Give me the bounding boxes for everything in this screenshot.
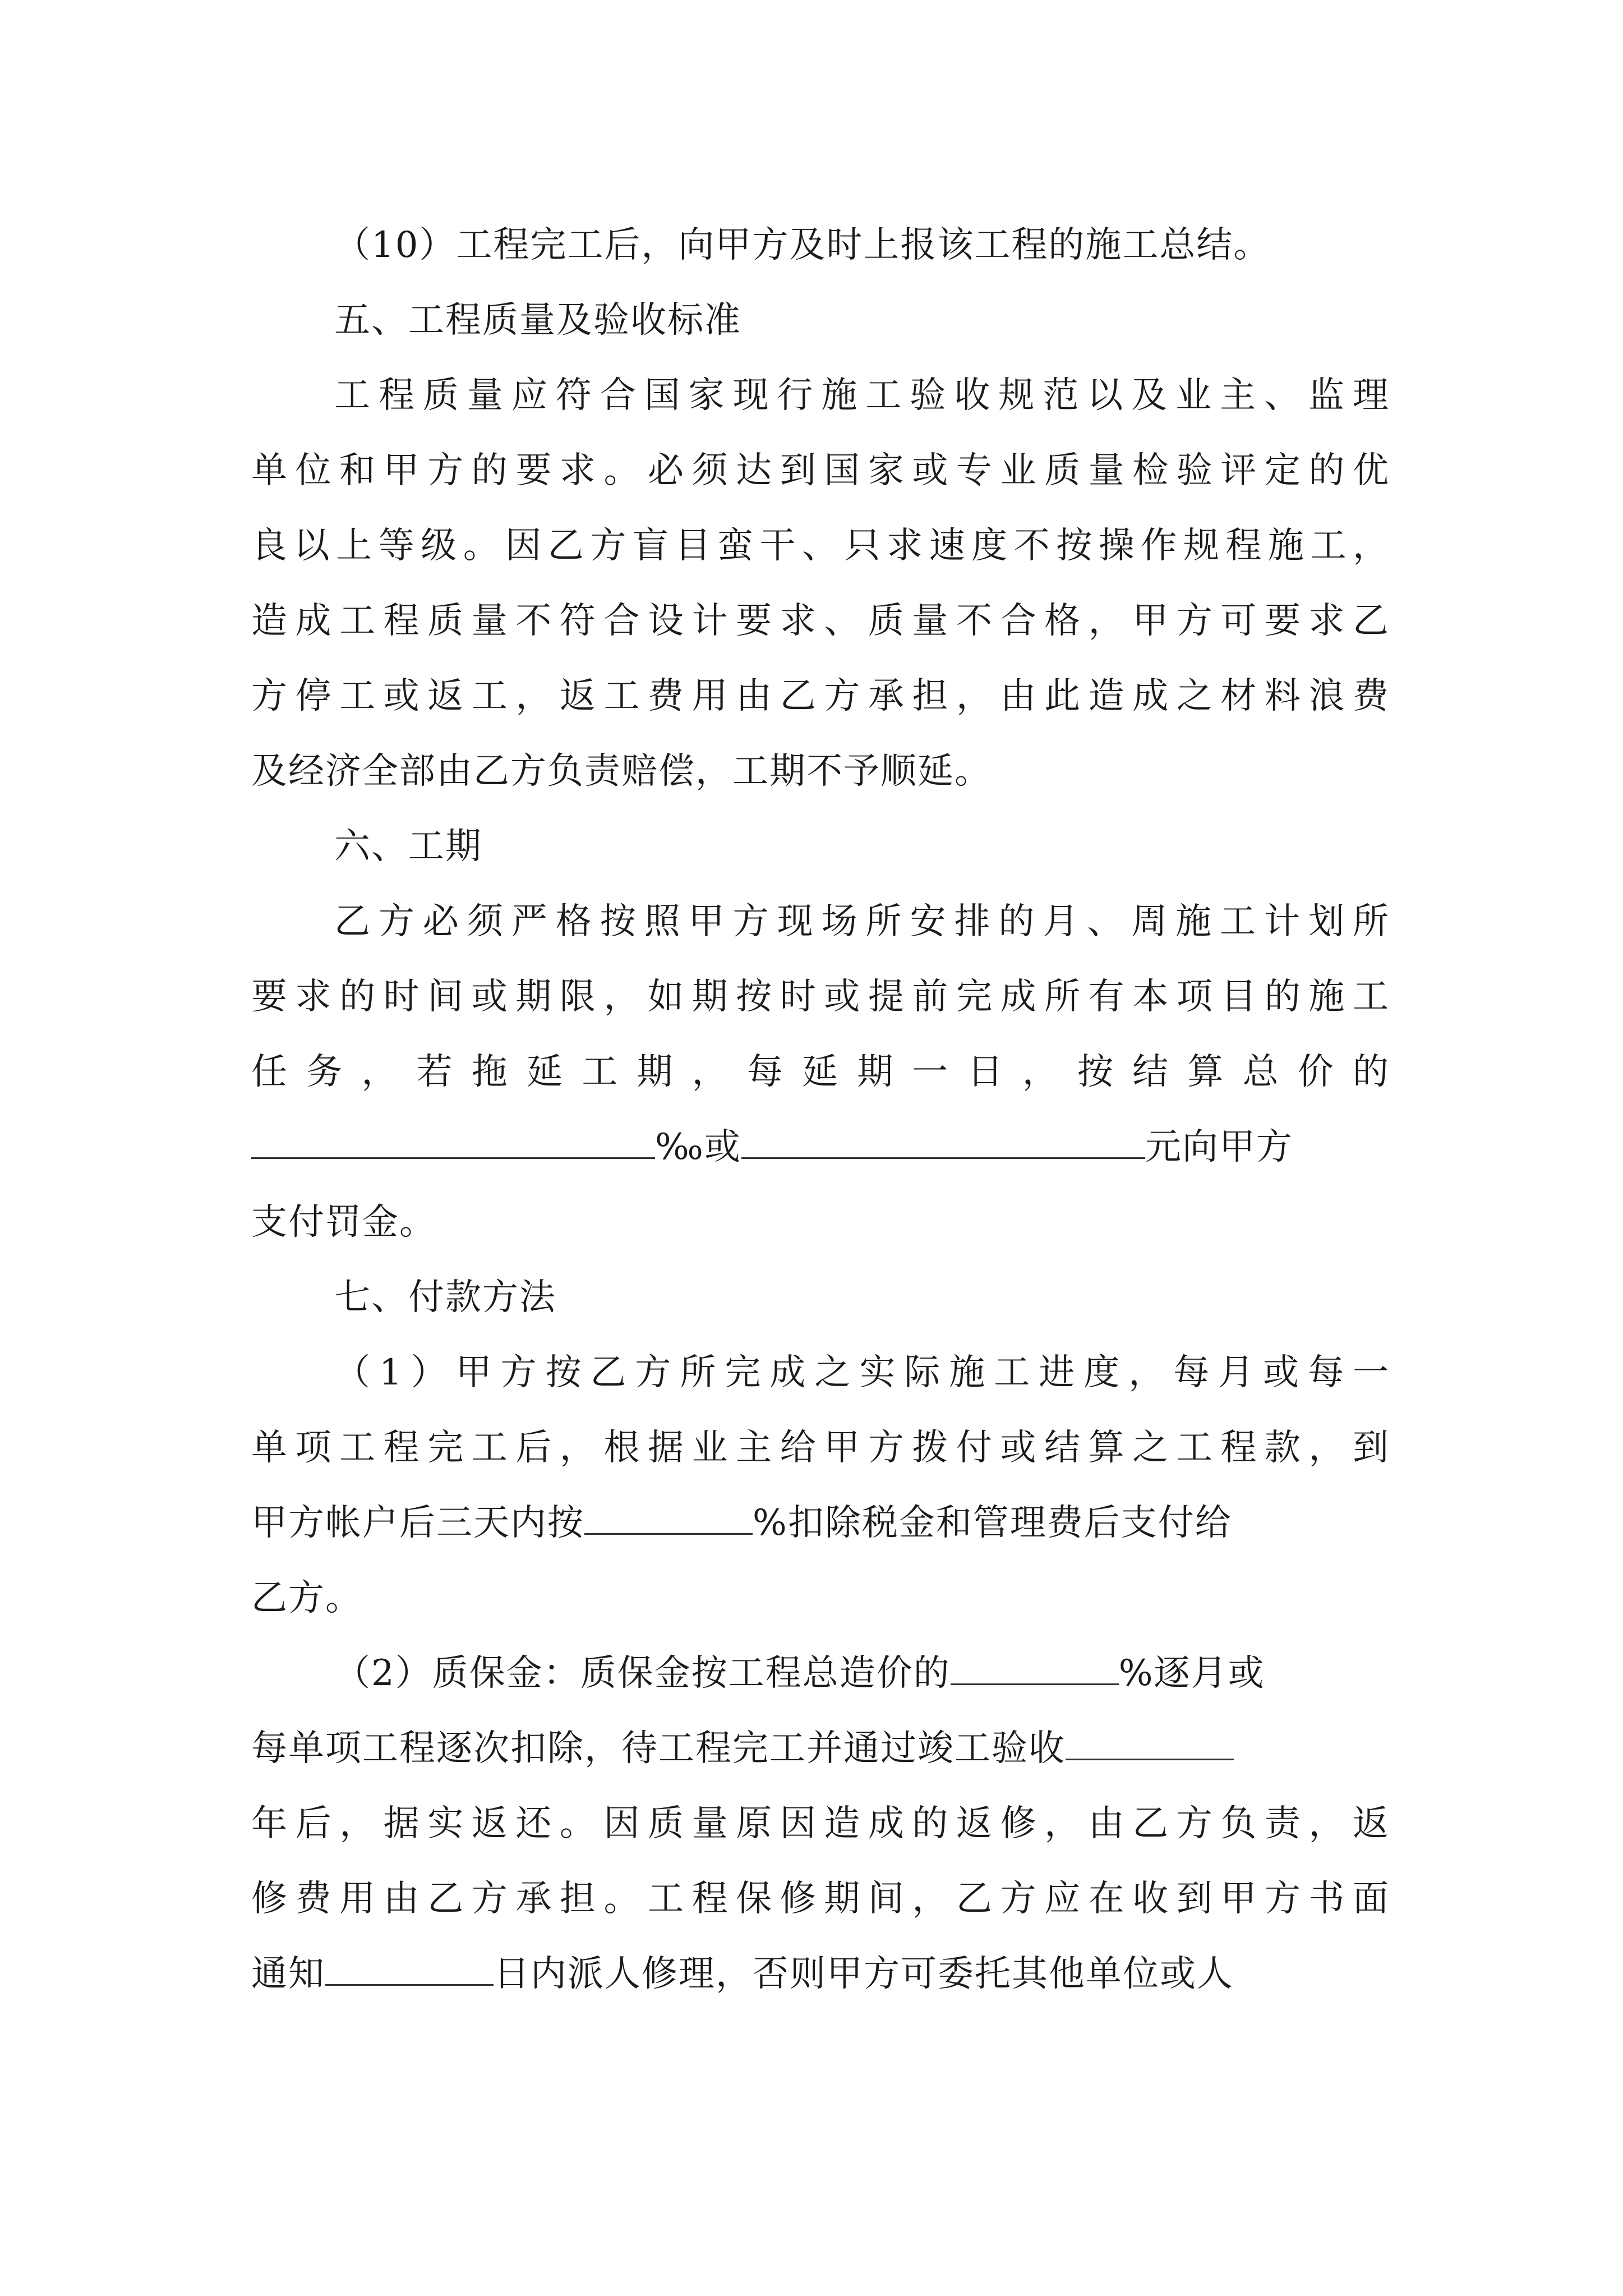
paragraph-line bbox=[251, 1712, 1390, 1785]
paragraph-line bbox=[251, 960, 1390, 1033]
text: 单项工程完工后，根据业主给甲方拨付或结算之工程款，到 bbox=[251, 1427, 1390, 1469]
text: ‰或 bbox=[655, 1126, 741, 1168]
section-heading bbox=[334, 810, 1390, 883]
text: 七、付款方法 bbox=[334, 1277, 556, 1318]
paragraph-line bbox=[251, 585, 1390, 657]
fill-in-blank[interactable] bbox=[951, 1650, 1119, 1685]
paragraph-line bbox=[251, 1036, 1390, 1108]
text: 要求的时间或期限，如期按时或提前完成所有本项目的施工 bbox=[251, 976, 1390, 1018]
text: 任务，若拖延工期，每延期一日，按结算总价的 bbox=[251, 1051, 1390, 1093]
text: 日内派人修理，否则甲方可委托其他单位或人 bbox=[494, 1953, 1234, 1995]
paragraph-line bbox=[334, 1637, 1390, 1710]
text: 五、工程质量及验收标准 bbox=[334, 300, 741, 341]
text: 支付罚金。 bbox=[251, 1202, 436, 1243]
text: 甲方帐户后三天内按 bbox=[251, 1502, 584, 1544]
text: 造成工程质量不符合设计要求、质量不合格，甲方可要求乙 bbox=[251, 600, 1390, 642]
paragraph-line bbox=[251, 1487, 1390, 1559]
paragraph-line bbox=[334, 885, 1390, 958]
text: 年后，据实返还。因质量原因造成的返修，由乙方负责，返 bbox=[251, 1803, 1390, 1844]
section-heading bbox=[334, 1261, 1390, 1334]
text: （1）甲方按乙方所完成之实际施工进度，每月或每一 bbox=[334, 1352, 1390, 1393]
text: 通知 bbox=[251, 1953, 325, 1995]
paragraph-line bbox=[251, 1186, 1390, 1259]
paragraph-line bbox=[251, 1787, 1390, 1860]
text: （2）质保金：质保金按工程总造价的 bbox=[334, 1653, 951, 1694]
paragraph-line bbox=[251, 1411, 1390, 1484]
paragraph-line bbox=[251, 1938, 1390, 2010]
text: （10）工程完工后，向甲方及时上报该工程的施工总结。 bbox=[334, 224, 1271, 266]
paragraph-line bbox=[251, 509, 1390, 582]
paragraph-line bbox=[334, 209, 1390, 282]
text: 工程质量应符合国家现行施工验收规范以及业主、监理 bbox=[334, 375, 1390, 416]
text: %扣除税金和管理费后支付给 bbox=[753, 1502, 1232, 1544]
fill-in-blank[interactable] bbox=[741, 1124, 1145, 1159]
text: 每单项工程逐次扣除，待工程完工并通过竣工验收 bbox=[251, 1728, 1066, 1769]
paragraph-line bbox=[251, 1111, 1390, 1184]
paragraph-line bbox=[251, 1562, 1390, 1635]
text: 修费用由乙方承担。工程保修期间，乙方应在收到甲方书面 bbox=[251, 1878, 1390, 1920]
paragraph-line bbox=[251, 735, 1390, 808]
text: 良以上等级。因乙方盲目蛮干、只求速度不按操作规程施工， bbox=[251, 525, 1390, 567]
paragraph-line bbox=[251, 660, 1390, 733]
text: 六、工期 bbox=[334, 826, 482, 867]
paragraph-line bbox=[334, 1336, 1390, 1409]
text: %逐月或 bbox=[1118, 1653, 1265, 1694]
text: 乙方。 bbox=[251, 1577, 362, 1619]
paragraph-line bbox=[251, 434, 1390, 507]
fill-in-blank[interactable] bbox=[1066, 1725, 1234, 1760]
paragraph-line bbox=[334, 359, 1390, 432]
section-heading bbox=[334, 284, 1390, 357]
fill-in-blank[interactable] bbox=[251, 1124, 655, 1159]
paragraph-line bbox=[251, 1862, 1390, 1935]
text: 元向甲方 bbox=[1145, 1126, 1293, 1168]
text: 单位和甲方的要求。必须达到国家或专业质量检验评定的优 bbox=[251, 450, 1390, 491]
fill-in-blank[interactable] bbox=[325, 1950, 494, 1986]
fill-in-blank[interactable] bbox=[584, 1499, 753, 1535]
text: 乙方必须严格按照甲方现场所安排的月、周施工计划所 bbox=[334, 901, 1390, 942]
text: 及经济全部由乙方负责赔偿，工期不予顺延。 bbox=[251, 751, 992, 792]
text: 方停工或返工，返工费用由乙方承担，由此造成之材料浪费 bbox=[251, 675, 1390, 717]
